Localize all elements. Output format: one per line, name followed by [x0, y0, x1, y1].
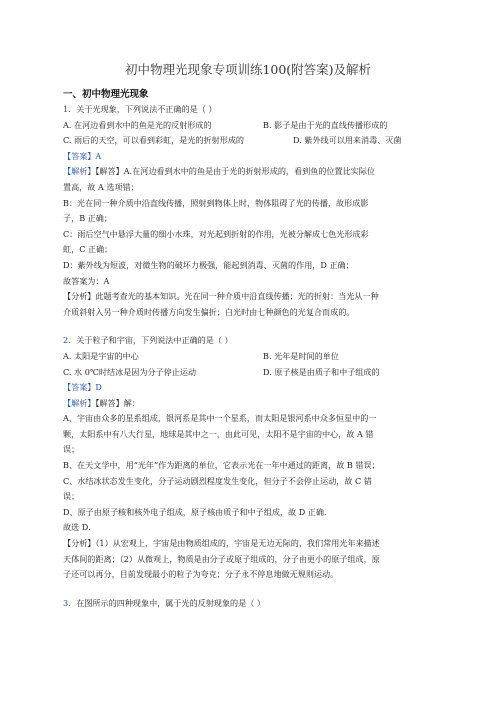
question-1 — [63, 102, 441, 320]
question-stem: 关于光现象，下列说法不正确的是（ ） — [76, 104, 217, 114]
explanation-line: C、水结冰状态发生变化，分子运动剧烈程度发生变化，但分子不会停止运动，故 C 错 — [63, 475, 372, 486]
section-heading: 一、初中物理光现象 — [63, 89, 149, 100]
option-d: D. 原子核是由质子和中子组成的 — [263, 366, 380, 377]
analysis-line: 介质斜射入另一种介质时传播方向发生偏折；白光时由七种颜色的光复合而成的。 — [63, 306, 355, 317]
question-number: 2． — [63, 335, 77, 346]
option-a: A. 在河边看到水中的鱼是光的反射形成的 — [63, 119, 212, 130]
analysis-line: 【分析】此题考查光的基本知识。光在同一种介质中沿直线传播；光的折射：当光从一种 — [63, 291, 379, 302]
explanation-line: 【解答】A.在河边看到水中的鱼是由于光的折射形成的，看到鱼的位置比实际位 — [95, 166, 375, 177]
option-b: B. 光年是时间的单位 — [263, 350, 339, 361]
question-number: 3． — [63, 597, 77, 608]
analysis-line: 【分析】（1）从宏观上，宇宙是由物质组成的，宇宙是无边无际的，我们常用光年来描述 — [63, 538, 380, 549]
question-number: 1． — [63, 104, 77, 114]
explanation-line: D：紫外线为短波，对微生物的破坏力极强，能起到消毒、灭菌的作用，D 正确； — [63, 259, 354, 270]
explanation-line: 子，B 正确； — [63, 213, 112, 224]
explanation-line: 故答案为：A — [63, 275, 110, 286]
question-stem: 在图所示的四种现象中，属于光的反射现象的是（ ） — [76, 597, 265, 608]
analysis-line: 天体间的距离；（2）从微观上，物质是由分子或原子组成的，分子由更小的原子组成，原 — [63, 553, 380, 564]
explanation-line: 误； — [63, 491, 80, 502]
analysis-line: 子还可以再分，目前发现最小的粒子为夸克；分子永不停息地做无规则运动。 — [63, 569, 339, 580]
question-3 — [63, 596, 441, 612]
question-stem: 关于粒子和宇宙，下列说法中正确的是（ ） — [76, 335, 233, 346]
explanation-line: A、宇宙由众多的星系组成，银河系是其中一个星系，而太阳是银河系中众多恒星中的一 — [63, 413, 377, 424]
explanation-line: 故选 D． — [63, 522, 97, 533]
explanation-line: B：光在同一种介质中沿直线传播，照射到物体上时，物体阻碍了光的传播，故形成影 — [63, 197, 369, 208]
answer-label: 【答案】A — [63, 150, 102, 161]
explanation-line: D、原子由原子核和核外电子组成，原子核由质子和中子组成，故 D 正确． — [63, 506, 333, 517]
page-title: 初中物理光现象专项训练100(附答案)及解析 — [124, 62, 372, 77]
explanation-line: 误； — [63, 444, 80, 455]
explanation-line: 颗，太阳系中有八大行星，地球是其中之一，由此可见，太阳不是宇宙的中心，故 A 错 — [63, 428, 374, 439]
explanation-tag: 【解析】 — [63, 166, 96, 177]
option-d: D. 紫外线可以用来消毒、灭菌 — [293, 135, 402, 146]
explanation-line: 【解答】解： — [95, 397, 140, 408]
option-c: C. 雨后的天空，可以看到彩虹，是光的折射形成的 — [63, 135, 245, 146]
document-content — [63, 86, 441, 611]
explanation-tag: 【解析】 — [63, 397, 96, 408]
explanation-line: C：雨后空气中悬浮大量的细小水珠，对光起到折射的作用，光被分解成七色光形成彩 — [63, 228, 369, 239]
explanation-line: 虹，C 正确； — [63, 244, 113, 255]
option-a: A. 太阳是宇宙的中心 — [63, 350, 139, 361]
question-2 — [63, 333, 441, 583]
option-c: C. 水 0℃时结冰是因为分子停止运动 — [63, 366, 197, 377]
option-b: B. 影子是由于光的直线传播形成的 — [263, 119, 388, 130]
answer-label: 【答案】D — [63, 382, 102, 393]
explanation-line: 置高，故 A 选项错； — [63, 181, 139, 192]
explanation-line: B、在天文学中，用“光年”作为距离的单位，它表示光在一年中通过的距离，故 B 错误； — [63, 460, 380, 471]
